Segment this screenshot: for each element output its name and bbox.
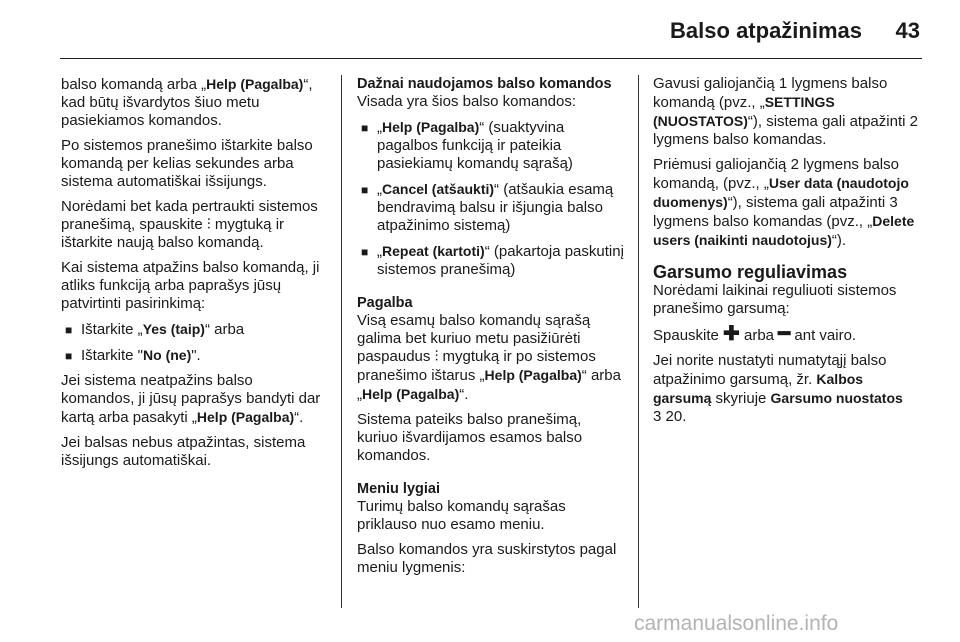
paragraph: Turimų balso komandų sąrašas priklauso nuo esamo meniu. <box>357 498 566 533</box>
bullet-icon: ■ <box>65 349 73 363</box>
paragraph: Norėdami laikinai reguliuoti sistemos pranešimo garsumą: <box>653 282 897 317</box>
minus-icon: ━ <box>778 323 791 345</box>
paragraph: Kai sistema atpažins balso komandą, ji atliks funkciją arba paprašys jūsų patvirtinti pasirinkimą: <box>61 259 320 312</box>
plus-icon: ✚ <box>723 323 740 345</box>
page-number: 43 <box>895 18 920 43</box>
paragraph: Visada yra šios balso komandos: <box>357 93 577 110</box>
column-rule-2 <box>638 75 639 608</box>
list-item: ■ „Repeat (kartoti)“ (pakartoja paskutinį sistemos pranešimą) <box>361 243 624 278</box>
paragraph: Spauskite ✚ arba ━ ant vairo. <box>653 323 857 345</box>
column-3 <box>653 75 925 433</box>
list-item: ■ „Help (Pagalba)“ (suaktyvina pagalbos funkciją ir pateikia pasiekiamų komandų sąrašą) <box>361 119 573 172</box>
section-heading: Pagalba <box>357 295 413 311</box>
paragraph: Jei norite nustatyti numatytąjį balso atpažinimo garsumą, žr. Kalbos garsumą skyriuje Garsumo nuostatos 3 20. <box>653 352 903 425</box>
column-rule-1 <box>341 75 342 608</box>
voice-command-icon: ⫶ <box>206 216 211 233</box>
column-2 <box>357 75 625 584</box>
header-title: Balso atpažinimas <box>670 18 862 43</box>
paragraph: Priėmusi galiojančią 2 lygmens balso komandą, (pvz., „User data (naudotojo duomenys)“), sistema gali atpažinti 3 lygmens balso komandas (pvz., „Delete users (naikinti naudotojus)“). <box>653 156 915 249</box>
paragraph: balso komandą arba „Help (Pagalba)“, kad būtų išvardytos šiuo metu pasiekiamos komandos. <box>61 76 313 129</box>
section-heading: Dažnai naudojamos balso komandos <box>357 76 612 92</box>
paragraph: Visą esamų balso komandų sąrašą galima bet kuriuo metu pasižiūrėti paspaudus ⫶ mygtuką ir po sistemos pranešimo ištarus „Help (Pagalba)“ arba „Help (Pagalba)“. <box>357 312 621 403</box>
paragraph: Balso komandos yra suskirstytos pagal meniu lygmenis: <box>357 541 617 576</box>
list-item: ■ „Cancel (atšaukti)“ (atšaukia esamą bendravimą balsu ir išjungia balso atpažinimo sistemą) <box>361 181 614 234</box>
column-1 <box>61 75 326 477</box>
bullet-icon: ■ <box>361 121 369 135</box>
voice-command-icon: ⫶ <box>434 348 439 365</box>
list-item: ■ Ištarkite „Yes (taip)“ arba <box>65 321 245 338</box>
arrow-ref-icon: 3 <box>653 408 662 425</box>
paragraph: Gavusi galiojančią 1 lygmens balso komandą (pvz., „SETTINGS (NUOSTATOS)“), sistema gali atpažinti 2 lygmens balso komandas. <box>653 75 918 148</box>
bullet-icon: ■ <box>361 183 369 197</box>
bullet-icon: ■ <box>65 323 73 337</box>
paragraph: Jei sistema neatpažins balso komandos, ji jūsų paprašys bandyti dar kartą arba pasakyti „Help (Pagalba)“. <box>61 372 321 426</box>
paragraph: Sistema pateiks balso pranešimą, kuriuo išvardijamos esamos balso komandos. <box>357 411 583 464</box>
paragraph: Po sistemos pranešimo ištarkite balso komandą per kelias sekundes arba sistema automatiškai išsijungs. <box>61 137 313 190</box>
header-rule <box>60 58 922 59</box>
section-heading: Garsumo reguliavimas <box>653 262 848 282</box>
watermark: carmanualsonline.info <box>634 612 839 635</box>
paragraph: Norėdami bet kada pertraukti sistemos pranešimą, spauskite ⫶ mygtuką ir ištarkite naują balso komandą. <box>61 198 318 251</box>
paragraph: Jei balsas nebus atpažintas, sistema išsijungs automatiškai. <box>61 434 306 469</box>
bullet-icon: ■ <box>361 245 369 259</box>
list-item: ■ Ištarkite "No (ne)". <box>65 347 201 364</box>
section-heading: Meniu lygiai <box>357 481 440 497</box>
